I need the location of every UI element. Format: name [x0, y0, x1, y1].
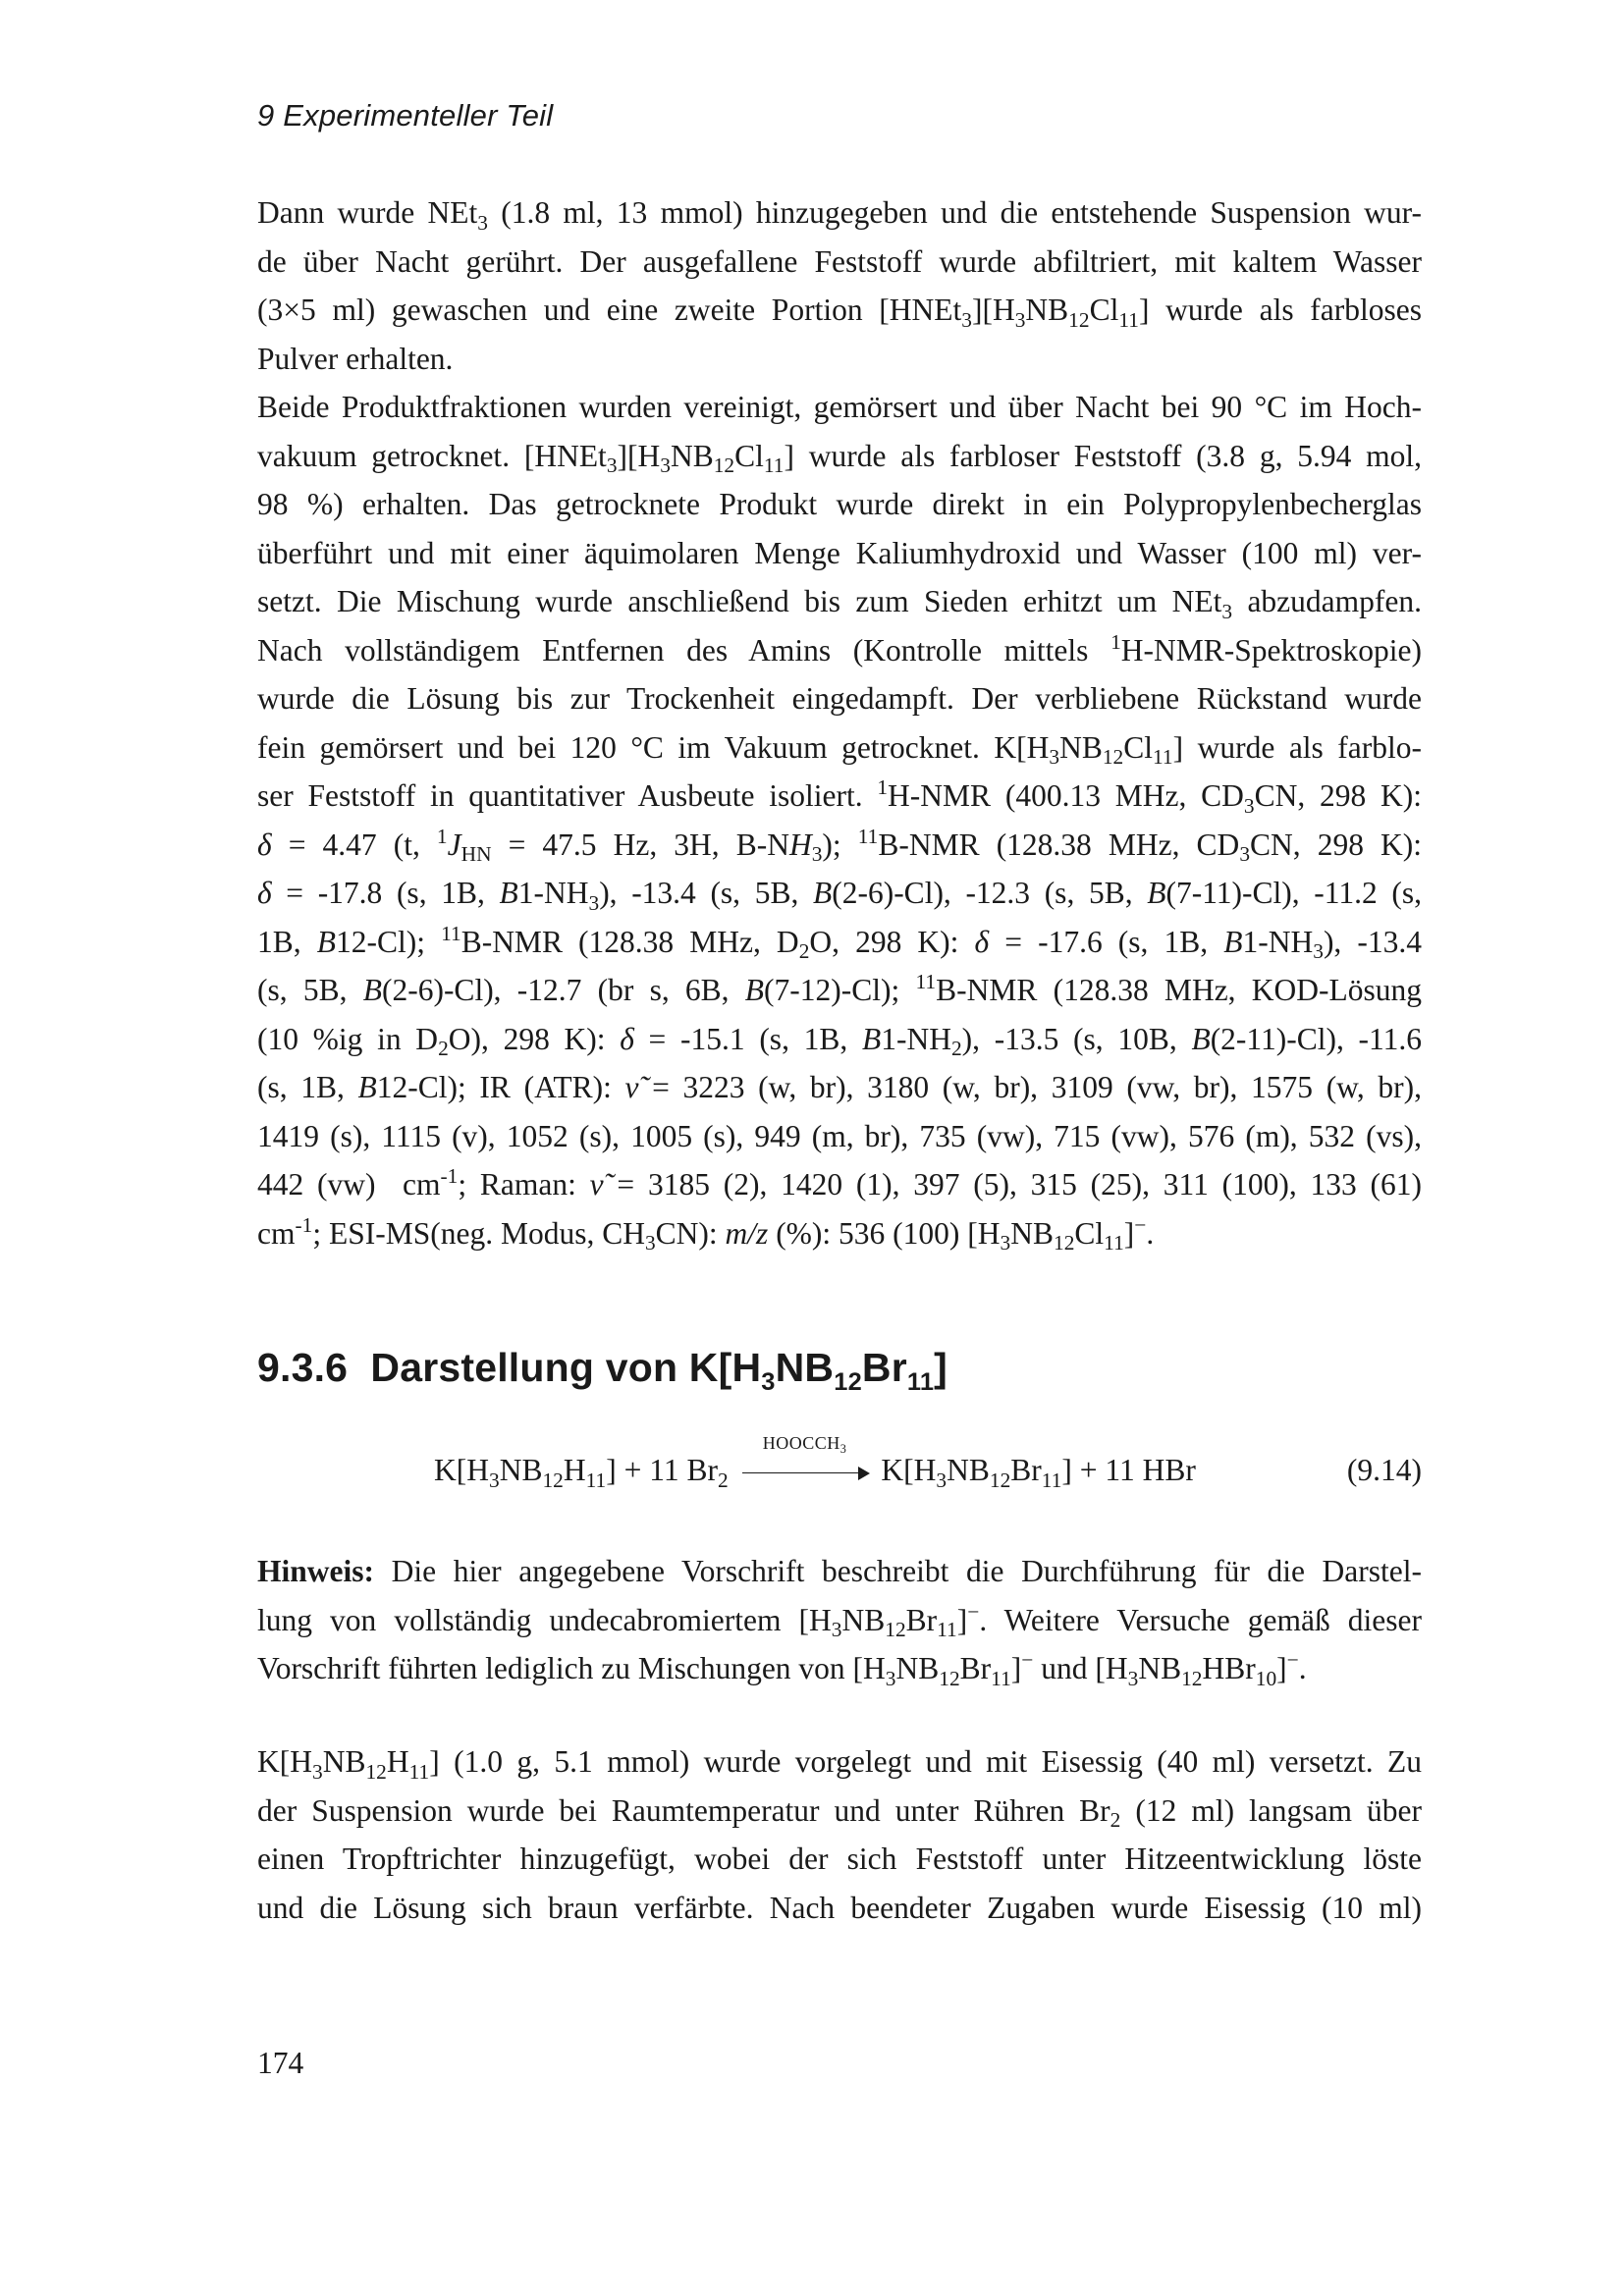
reaction-arrow	[740, 1432, 870, 1488]
arrow-head-icon	[858, 1467, 870, 1480]
text-line: Pulver erhalten.	[257, 341, 454, 376]
text-line: $cm^{-1}$; ESI-MS(neg. Modus, $CH_3CN$): m/z (%): 536 (100) $[H_3NB_{12}Cl_{11}]^-$.	[257, 1212, 1155, 1255]
text-line: wurde die Lösung bis zur Trockenheit eingedampft. Der verbliebene Rückstand wurde	[257, 681, 1422, 716]
section-heading	[257, 1345, 948, 1396]
text-line: ser Feststoff in quantitativer Ausbeute isoliert. $^1$H-NMR (400.13 MHz, $CD_3CN$, 298 K):	[257, 775, 1422, 818]
arrow-line	[742, 1472, 862, 1474]
text-line: δ = 4.47 (t, $^1J_{HN} = 47.5$ Hz, 3H, $B-NH_3$); $^{11}$B-NMR (128.38 MHz, $CD_3CN$, 298 K):	[257, 824, 1422, 867]
text-line: δ = -17.8 (s, 1B, $B1-NH_3$), -13.4 (s, 5B, B(2-6)-Cl), -12.3 (s, 5B, B(7-11)-Cl), -11.2 (s,	[257, 876, 1422, 915]
running-header: 9 Experimenteller Teil	[257, 98, 554, 133]
text-line: (10 %ig in $D_2O$), 298 K): δ = -15.1 (s, 1B, $B1-NH_2$), -13.5 (s, 10B, B(2-11)-Cl), -11.6	[257, 1021, 1422, 1061]
experimental-paragraph	[257, 188, 1422, 1257]
section-title: Darstellung von $K[H_3NB_{12}Br_{11}]$	[370, 1345, 948, 1396]
text-line: 98 %) erhalten. Das getrocknete Produkt wurde direkt in ein Polypropylenbecherglas	[257, 487, 1422, 521]
equation-body: $K[H_3NB_{12}H_{11}] + 11$ $Br_2$ $HOOCCH_3$ $K[H_3NB_{12}Br_{11}] + 11$ HBr	[434, 1432, 1196, 1492]
equation-number: (9.14)	[1346, 1453, 1422, 1487]
text-line: und die Lösung sich braun verfärbte. Nach beendeter Zugaben wurde Eisessig (10 ml)	[257, 1890, 1422, 1925]
text-line: $K[H_3NB_{12}H_{11}]$ (1.0 g, 5.1 mmol) wurde vorgelegt und mit Eisessig (40 ml) versetzt. Zu	[257, 1744, 1422, 1784]
text-line: (s, 5B, B(2-6)-Cl), -12.7 (br s, 6B, B(7-12)-Cl); $^{11}$B-NMR (128.38 MHz, KOD-Lösung	[257, 970, 1422, 1007]
note-paragraph	[257, 1547, 1422, 1693]
reaction-conditions: $HOOCCH_3$	[762, 1432, 847, 1456]
text-line: vakuum getrocknet. $[HNEt_3][H_3NB_{12}Cl_{11}]$ wurde als farbloser Feststoff (3.8 g, 5.94 mol,	[257, 438, 1422, 478]
text-line: de über Nacht gerührt. Der ausgefallene Feststoff wurde abfiltriert, mit kaltem Wasser	[257, 243, 1422, 279]
text-line: (3×5 ml) gewaschen und eine zweite Portion $[HNEt_3][H_3NB_{12}Cl_{11}]$ wurde als farbloses	[257, 293, 1422, 332]
text-line: Dann wurde NEt$_3$ (1.8 ml, 13 mmol) hinzugegeben und die entstehende Suspension wur-	[257, 195, 1422, 235]
note-label: Hinweis:	[257, 1554, 375, 1588]
text-line: Vorschrift führten lediglich zu Mischungen von $[H_3NB_{12}Br_{11}]^-$ und $[H_3NB_{12}HBr_{10}]^-$.	[257, 1648, 1307, 1690]
text-line: einen Tropftrichter hinzugefügt, wobei der sich Feststoff unter Hitzeentwicklung löste	[257, 1842, 1422, 1876]
text-line: setzt. Die Mischung wurde anschließend bis zum Sieden erhitzt um NEt$_3$ abzudampfen.	[257, 584, 1422, 623]
page-number: 174	[257, 2046, 304, 2080]
text-line: der Suspension wurde bei Raumtemperatur und unter Rühren $Br_2$ (12 ml) langsam über	[257, 1792, 1422, 1833]
text-line: Beide Produktfraktionen wurden vereinigt, gemörsert und über Nacht bei 90 °C im Hoch-	[257, 390, 1422, 424]
text-line: fein gemörsert und bei 120 °C im Vakuum getrocknet. $K[H_3NB_{12}Cl_{11}]$ wurde als farblo-	[257, 729, 1422, 770]
text-line: 442 (vw) $cm^{-1}$; Raman: ν̃ = 3185 (2), 1420 (1), 397 (5), 315 (25), 311 (100), 133 (61)	[257, 1164, 1422, 1201]
text-line: (s, 1B, B12-Cl); IR (ATR): ν̃ = 3223 (w, br), 3180 (w, br), 3109 (vw, br), 1575 (w, br),	[257, 1070, 1422, 1104]
text-line: überführt und mit einer äquimolaren Menge Kaliumhydroxid und Wasser (100 ml) ver-	[257, 535, 1422, 570]
section-number: 9.3.6	[257, 1345, 349, 1390]
text-line: Nach vollständigem Entfernen des Amins (Kontrolle mittels $^1$H-NMR-Spektroskopie)	[257, 629, 1422, 667]
text-line: 1419 (s), 1115 (v), 1052 (s), 1005 (s), 949 (m, br), 735 (vw), 715 (vw), 576 (m), 532 (vs),	[257, 1118, 1422, 1153]
reaction-equation	[257, 1432, 1422, 1502]
text-line: 1B, B12-Cl); $^{11}$B-NMR (128.38 MHz, $D_2O$, 298 K): δ = -17.6 (s, 1B, $B1-NH_3$), -13.4	[257, 921, 1422, 964]
text-line: Hinweis: Die hier angegebene Vorschrift beschreibt die Durchführung für die Darstel-	[257, 1554, 1422, 1588]
text-line: lung von vollständig undecabromiertem $[H_3NB_{12}Br_{11}]^-$. Weitere Versuche gemäß dieser	[257, 1599, 1422, 1642]
procedure-paragraph	[257, 1737, 1422, 1932]
